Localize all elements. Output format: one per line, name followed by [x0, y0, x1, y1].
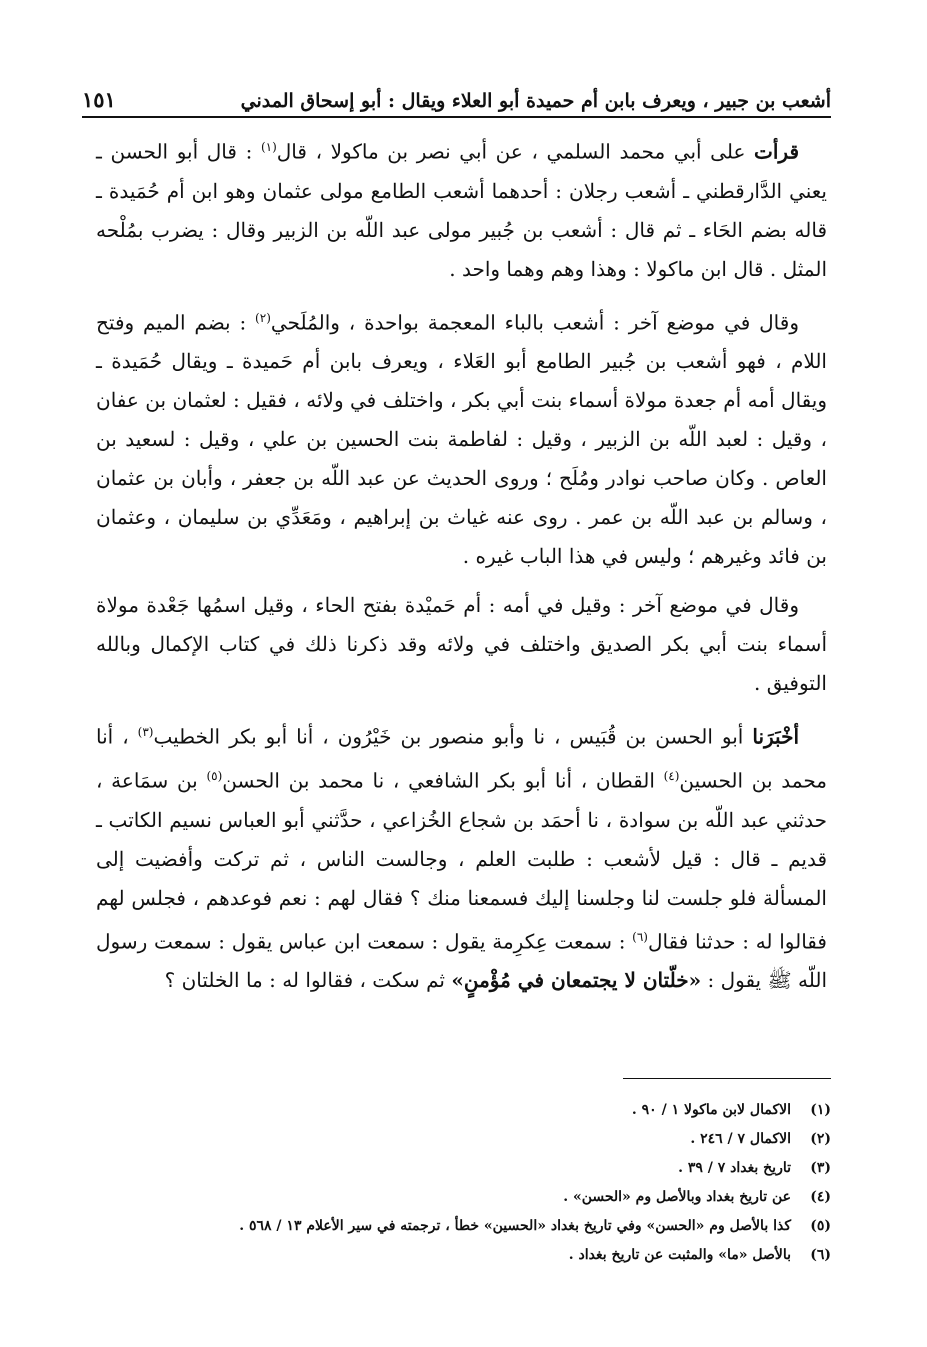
paragraph-text: على أبي محمد السلمي ، عن أبي نصر بن ماكولا ، قال — [276, 139, 755, 164]
paragraph-text: : سمعت عِكرِمة يقول : سمعت ابن عباس يقول : سمعت رسول اللّه ﷺ يقول : — [96, 929, 827, 993]
paragraph-2 — [96, 299, 827, 577]
page-number: ١٥١ — [82, 87, 116, 112]
footnote-ref: (٤) — [663, 768, 680, 783]
header-title: أشعب بن جبير ، ويعرف بابن أم حميدة أبو العلاء ويقال : أبو إسحاق المدني — [240, 90, 831, 112]
footnote-item — [120, 1154, 831, 1183]
footnote-text: بالأصل «ما» والمثبت عن تاريخ بغداد . — [568, 1247, 791, 1263]
paragraph-1 — [96, 128, 827, 289]
footnote-number: (٢) — [810, 1131, 831, 1147]
footnote-item — [120, 1125, 831, 1154]
footnote-ref: (٦) — [632, 929, 648, 944]
paragraph-4 — [96, 713, 827, 1000]
footnote-text: عن تاريخ بغداد وبالأصل وم «الحسن» . — [563, 1189, 791, 1205]
footnote-item — [120, 1212, 831, 1241]
paragraph-text: القطان ، أنا أبو بكر الشافعي ، نا محمد بن الحسن — [222, 768, 664, 793]
footnote-text: كذا بالأصل وم «الحسن» وفي تاريخ بغداد «الحسين» خطأ ، ترجمته في سير الأعلام ١٣ / ٥٦٨ . — [239, 1218, 791, 1234]
paragraph-text: : قال أبو الحسن ـ يعني الدَّارقطني ـ أشعب رجلان : أحدهما أشعب الطامع مولى عثمان وهو ابن أم حُمَيدة ـ قاله بضم الحَاء ـ ثم قال : أشعب بن جُبير مولى عبد اللّه بن الزبير وقال : يضرب بمُلْحه المثل . قال ابن ماكولا : وهذا وهم وهما واحد . — [96, 139, 827, 281]
footnote-text: الاكمال ٧ / ٢٤٦ . — [690, 1131, 791, 1147]
footnote-item — [120, 1183, 831, 1212]
paragraph-text: ثم سكت ، فقالوا له : ما الخلتان ؟ — [164, 968, 452, 993]
footnote-ref: (٥) — [206, 768, 223, 783]
paragraph-text: ، أنا محمد بن الحسين — [96, 724, 827, 793]
footnote-number: (١) — [810, 1102, 831, 1118]
main-text — [96, 128, 827, 1010]
footnote-number: (٣) — [810, 1160, 831, 1176]
paragraph-lead: أخْبَرَنا — [752, 724, 799, 749]
paragraph-text: وقال في موضع آخر : أشعب بالباء المعجمة بواحدة ، والمُلَحي — [270, 310, 799, 335]
paragraph-lead: قرأت — [754, 139, 800, 164]
footnote-item — [120, 1096, 831, 1125]
footnote-number: (٤) — [810, 1189, 831, 1205]
paragraph-3 — [96, 586, 827, 703]
running-header — [82, 72, 831, 118]
footnote-number: (٥) — [810, 1218, 831, 1234]
footnote-text: تاريخ بغداد ٧ / ٣٩ . — [678, 1160, 791, 1176]
paragraph-text: : بضم الميم وفتح اللام ، فهو أشعب بن جُبير الطامع أبو العَلاء ، ويعرف بابن أم حَميدة ـ ويقال حُمَيدة ـ ويقال أمه أم جعدة مولاة أسماء بنت أبي بكر ، واختلف في ولائه ، فقيل : لعثمان بن عفان ، وقيل : لعبد اللّه بن الزبير ، وقيل : لفاطمة بنت الحسين بن علي ، وقيل : لسعيد بن العاص . وكان صاحب نوادر ومُلَح ؛ وروى الحديث عن عبد اللّه بن جعفر ، وأبان بن عثمان ، وسالم بن عبد اللّه بن عمر . روى عنه غياث بن إبراهيم ، ومَعَدِّي بن سليمان ، وعثمان بن فائد وغيرهم ؛ وليس في هذا الباب غيره . — [96, 310, 828, 569]
footnote-ref: (٢) — [255, 310, 271, 325]
paragraph-text: بن سمَاعة ، حدثني عبد اللّه بن سوادة ، نا أحمَد بن شجاع الخُزاعي ، حدَّثني أبو العباس نسيم الكاتب ـ قديم ـ قال : قيل لأشعب : طلبت العلم ، وجالست الناس ، ثم تركت وأفضيت إلى المسألة فلو جلست لنا وجلسنا إليك فسمعنا منك ؟ فقال لهم : نعم فوعدهم ، فجلس لهم فقالوا له : حدثنا فقال — [96, 768, 827, 954]
paragraph-text: وقال في موضع آخر : وقيل في أمه : أم حَميْدة بفتح الحاء ، وقيل اسمُها جَعْدة مولاة أسماء بنت أبي بكر الصديق واختلف في ولائه وقد ذكرنا ذلك في كتاب الإكمال وبالله التوفيق . — [96, 593, 827, 696]
footnote-ref: (٣) — [137, 725, 154, 740]
hadith-quote: «خلّتان لا يجتمعان في مُؤْمنٍ» — [451, 968, 702, 993]
paragraph-text: أبو الحسن بن قُبَيس ، نا وأبو منصور بن خَيْرُون ، أنا أبو بكر الخطيب — [153, 724, 753, 749]
footnotes — [120, 1096, 831, 1270]
footnote-divider — [623, 1078, 831, 1079]
footnote-number: (٦) — [810, 1247, 831, 1263]
footnote-text: الاكمال لابن ماكولا ١ / ٩٠ . — [631, 1102, 791, 1118]
footnote-ref: (١) — [260, 140, 277, 154]
footnote-item — [120, 1241, 831, 1270]
